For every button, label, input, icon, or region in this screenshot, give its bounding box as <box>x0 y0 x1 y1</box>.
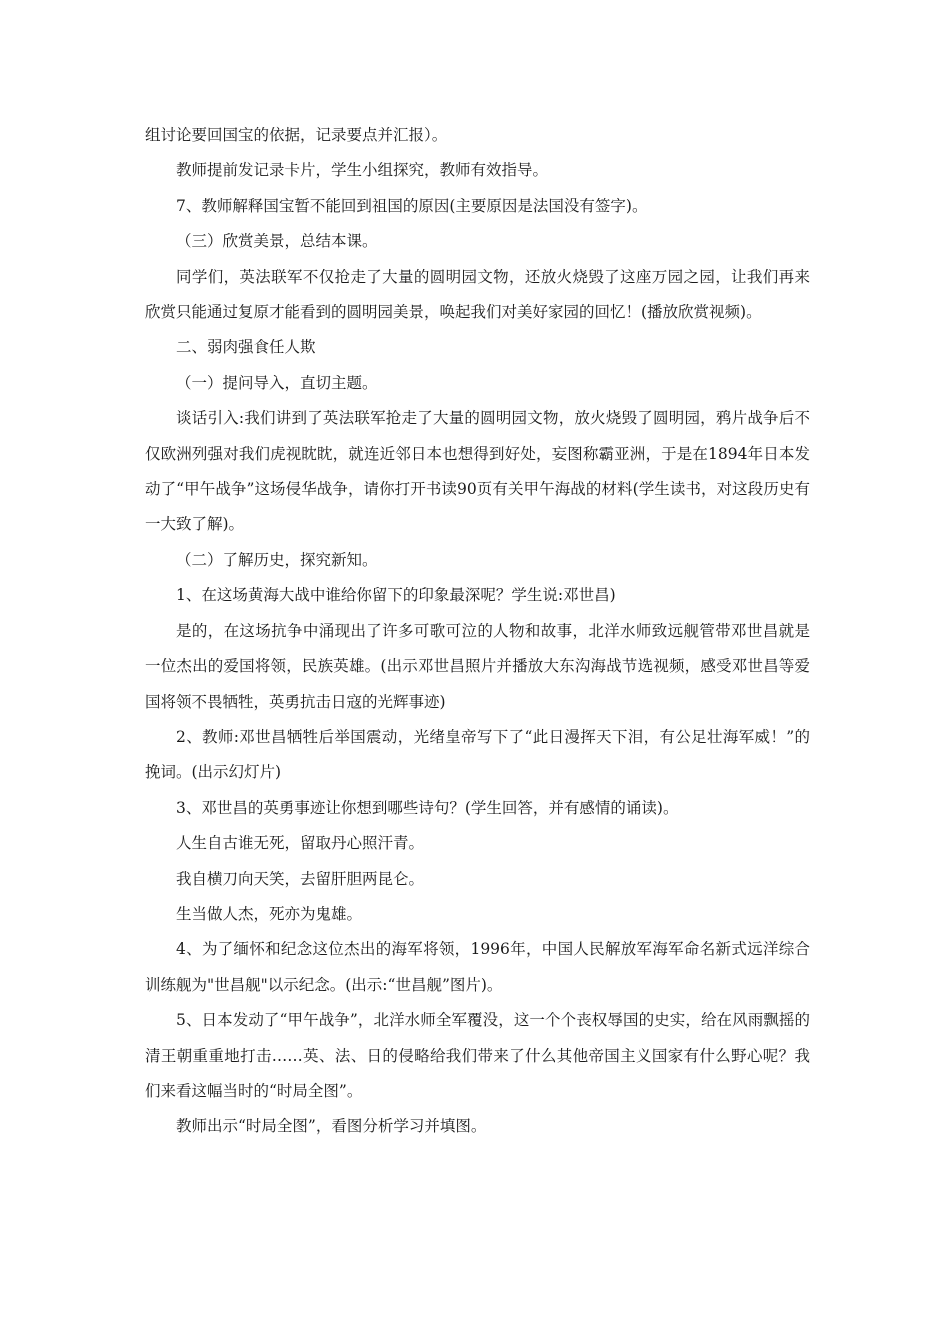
paragraph: 组讨论要回国宝的依据，记录要点并汇报）。 <box>145 126 448 144</box>
section-heading: （一）提问导入，直切主题。 <box>176 373 378 392</box>
section-heading: （二）了解历史，探究新知。 <box>176 550 378 569</box>
section-heading: （三）欣赏美景，总结本课。 <box>176 232 378 251</box>
paragraph: 是的，在这场抗争中涌现出了许多可歌可泣的人物和故事，北洋水师致远舰管带邓世昌就是一位杰出的爱国将领，民族英雄。(出示邓世昌照片并播放大东沟海战节选视频，感受邓世昌等爱国将领不畏牺牲，英勇抗击日寇的光辉事迹) <box>145 621 810 711</box>
paragraph: 谈话引入:我们讲到了英法联军抢走了大量的圆明园文物，放火烧毁了圆明园，鸦片战争后不仅欧洲列强对我们虎视眈眈，就连近邻日本也想得到好处，妄图称霸亚洲，于是在1894年日本发动了“甲午战争”这场侵华战争，请你打开书读90页有关甲午海战的材料(学生读书，对这段历史有一大致了解)。 <box>145 409 810 534</box>
paragraph: 5、日本发动了“甲午战争”，北洋水师全军覆没，这一个个丧权辱国的史实，给在风雨飘摇的清王朝重重地打击……英、法、日的侵略给我们带来了什么其他帝国主义国家有什么野心呢？我们来看这幅当时的“时局全图”。 <box>145 1011 810 1100</box>
poem-line: 生当做人杰，死亦为鬼雄。 <box>176 904 363 923</box>
paragraph: 1、在这场黄海大战中谁给你留下的印象最深呢？学生说:邓世昌) <box>176 586 616 605</box>
paragraph: 教师出示“时局全图”，看图分析学习并填图。 <box>176 1117 487 1136</box>
paragraph: 3、邓世昌的英勇事迹让你想到哪些诗句？(学生回答，并有感情的诵读)。 <box>176 798 679 817</box>
paragraph: 教师提前发记录卡片，学生小组探究，教师有效指导。 <box>176 161 549 180</box>
paragraph: 2、教师:邓世昌牺牲后举国震动，光绪皇帝写下了“此日漫挥天下泪，有公足壮海军威！”的挽词。(出示幻灯片) <box>145 727 810 782</box>
paragraph: 4、为了缅怀和纪念这位杰出的海军将领，1996年，中国人民解放军海军命名新式远洋综合训练舰为"世昌舰"以示纪念。(出示:“世昌舰”图片)。 <box>145 940 810 994</box>
poem-line: 我自横刀向天笑，去留肝胆两昆仑。 <box>176 869 425 888</box>
paragraph: 同学们，英法联军不仅抢走了大量的圆明园文物，还放火烧毁了这座万园之园，让我们再来欣赏只能通过复原才能看到的圆明园美景，唤起我们对美好家园的回忆！(播放欣赏视频)。 <box>145 267 810 322</box>
document-body <box>145 118 810 1145</box>
paragraph: 7、教师解释国宝暂不能回到祖国的原因(主要原因是法国没有签字)。 <box>176 196 648 215</box>
poem-line: 人生自古谁无死，留取丹心照汗青。 <box>176 834 425 853</box>
section-heading: 二、弱肉强食任人欺 <box>176 338 316 357</box>
